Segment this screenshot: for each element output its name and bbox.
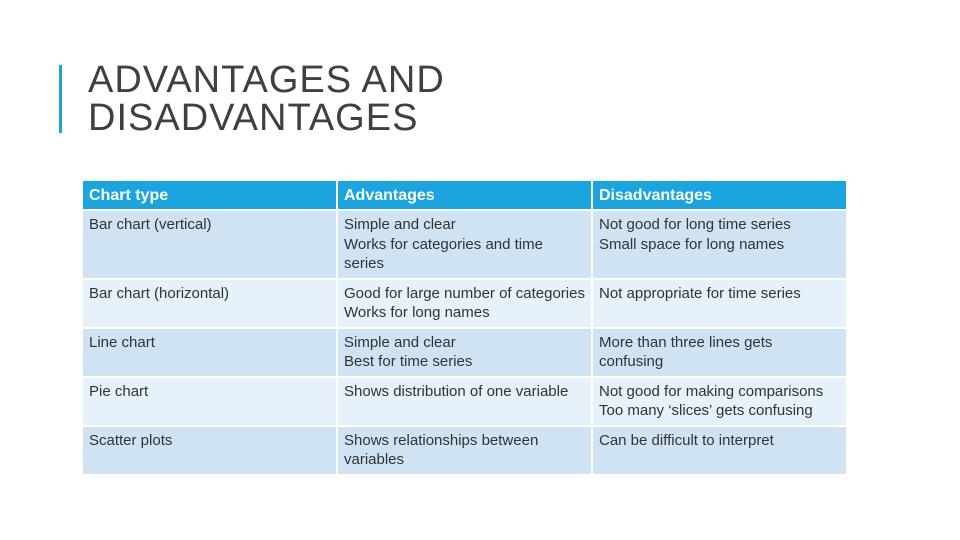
- cell-text: Scatter plots: [89, 431, 173, 449]
- cell-text: Bar chart (vertical): [89, 216, 212, 233]
- cell-chart-type: [82, 377, 337, 426]
- header-disadvantages: Disadvantages: [592, 180, 847, 210]
- cell-text: Simple and clear: [344, 216, 456, 233]
- table-row: [82, 377, 847, 426]
- cell-text: Good for large number of categories: [344, 284, 585, 302]
- cell-disadvantages: [592, 328, 847, 377]
- cell-text: Shows relationships between variables: [344, 431, 539, 468]
- cell-advantages: [337, 328, 592, 377]
- cell-text: Small space for long names: [599, 235, 785, 253]
- cell-disadvantages: [592, 377, 847, 426]
- comparison-table: [81, 179, 848, 476]
- title-accent-bar: [59, 65, 62, 133]
- table-row: [82, 328, 847, 377]
- header-advantages: Advantages: [337, 180, 592, 210]
- cell-chart-type: [82, 210, 337, 279]
- page-title: [88, 61, 445, 137]
- cell-text: Shows distribution of one variable: [344, 382, 569, 400]
- cell-advantages: [337, 426, 592, 475]
- cell-text: Works for long names: [344, 304, 490, 321]
- title-line-1: ADVANTAGES AND: [88, 59, 445, 101]
- cell-text: More than three lines gets confusing: [599, 333, 773, 370]
- cell-advantages: [337, 279, 592, 328]
- cell-chart-type: [82, 328, 337, 377]
- cell-text: Too many ‘slices’ gets confusing: [599, 402, 813, 419]
- cell-text: Can be difficult to interpret: [599, 431, 774, 449]
- cell-disadvantages: [592, 210, 847, 279]
- cell-text: Best for time series: [344, 353, 473, 370]
- cell-text: Line chart: [89, 333, 155, 351]
- table-row: [82, 426, 847, 475]
- table-row: [82, 210, 847, 279]
- cell-chart-type: [82, 426, 337, 475]
- cell-text: Not appropriate for time series: [599, 284, 801, 302]
- cell-chart-type: [82, 279, 337, 328]
- table-row: [82, 279, 847, 328]
- cell-disadvantages: [592, 426, 847, 475]
- cell-advantages: [337, 210, 592, 279]
- title-line-2: DISADVANTAGES: [88, 97, 419, 139]
- cell-text: Simple and clear: [344, 333, 456, 351]
- header-chart-type: Chart type: [82, 180, 337, 210]
- table-header-row: [82, 180, 847, 210]
- cell-disadvantages: [592, 279, 847, 328]
- cell-text: Not good for making comparisons: [599, 382, 824, 400]
- cell-text: Works for categories and time series: [344, 235, 543, 272]
- cell-text: Pie chart: [89, 382, 149, 400]
- cell-text: Bar chart (horizontal): [89, 284, 230, 302]
- cell-text: Not good for long time series: [599, 216, 791, 233]
- cell-advantages: [337, 377, 592, 426]
